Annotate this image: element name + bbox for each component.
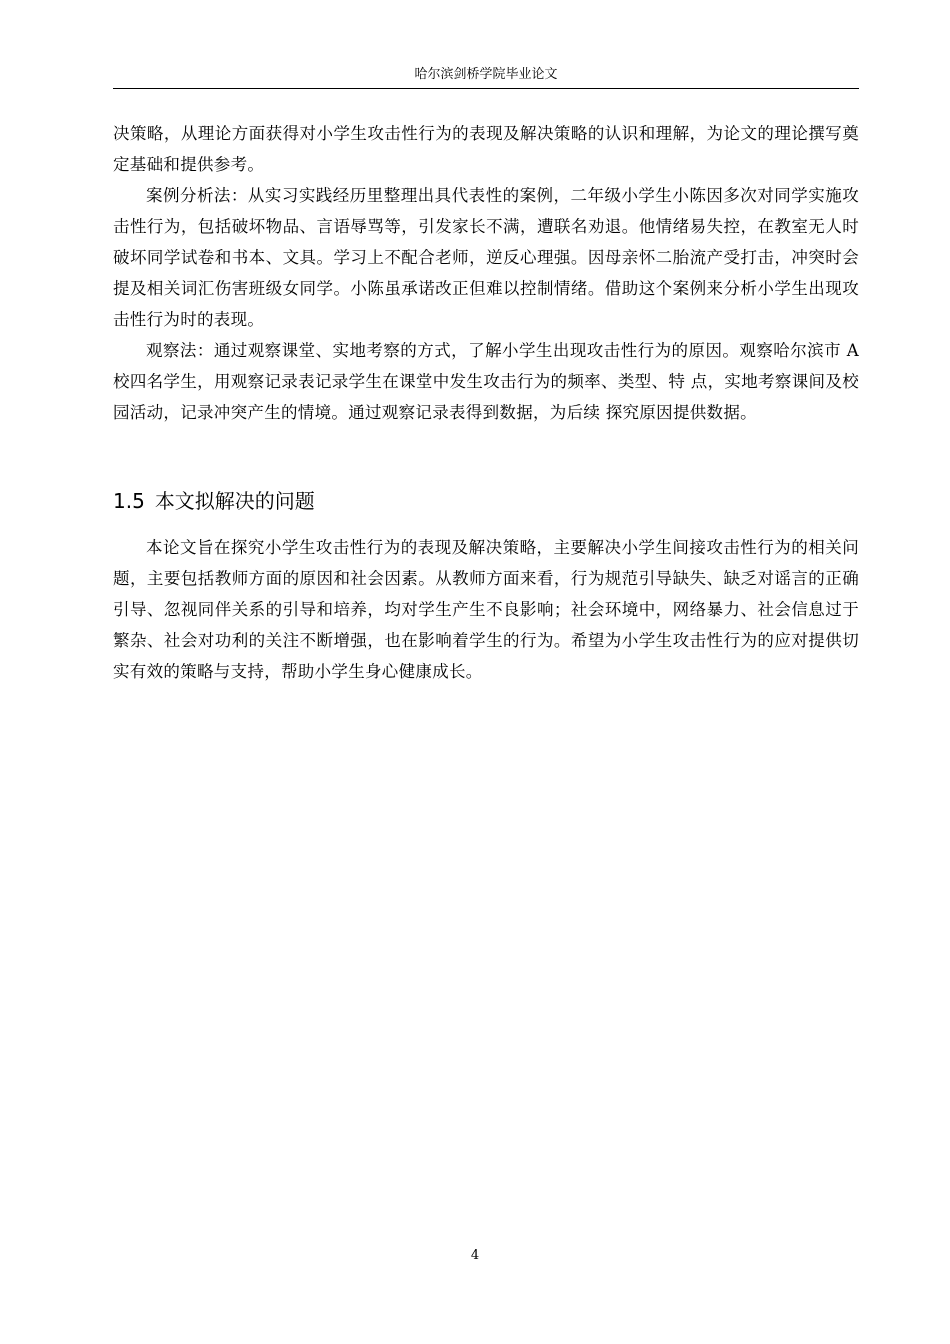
section-heading xyxy=(113,486,315,516)
page-number: 4 xyxy=(470,1248,480,1263)
paragraph-problem-statement: 本论文旨在探究小学生攻击性行为的表现及解决策略，主要解决小学生间接攻击性行为的相关问题，主要包括教师方面的原因和社会因素。从教师方面来看，行为规范引导缺失、缺乏对谣言的正确引导、忽视同伴关系的引导和培养，均对学生产生不良影响；社会环境中，网络暴力、社会信息过于繁杂、社会对功利的关注不断增强，也在影响着学生的行为。希望为小学生攻击性行为的应对提供切实有效的策略与支持，帮助小学生身心健康成长。 xyxy=(113,538,859,681)
body-text-block xyxy=(113,118,859,428)
body-text-block xyxy=(113,532,859,687)
section-number: 1.5 xyxy=(113,489,145,513)
paragraph-continuation: 决策略，从理论方面获得对小学生攻击性行为的表现及解决策略的认识和理解，为论文的理论撰写奠定基础和提供参考。 xyxy=(113,124,859,174)
page-header xyxy=(113,64,859,89)
section-title: 本文拟解决的问题 xyxy=(154,489,315,513)
header-title: 哈尔滨剑桥学院毕业论文 xyxy=(414,67,558,82)
paragraph-case-analysis: 案例分析法：从实习实践经历里整理出具代表性的案例，二年级小学生小陈因多次对同学实施攻击性行为，包括破坏物品、言语辱骂等，引发家长不满，遭联名劝退。他情绪易失控，在教室无人时破坏同学试卷和书本、文具。学习上不配合老师，逆反心理强。因母亲怀二胎流产受打击，冲突时会提及相关词汇伤害班级女同学。小陈虽承诺改正但难以控制情绪。借助这个案例来分析小学生出现攻击性行为时的表现。 xyxy=(113,186,859,329)
paragraph-observation: 观察法：通过观察课堂、实地考察的方式，了解小学生出现攻击性行为的原因。观察哈尔滨市 A 校四名学生，用观察记录表记录学生在课堂中发生攻击行为的频率、类型、特 点，实地考察课间及校园活动，记录冲突产生的情境。通过观察记录表得到数据，为后续 探究原因提供数据。 xyxy=(113,341,859,422)
